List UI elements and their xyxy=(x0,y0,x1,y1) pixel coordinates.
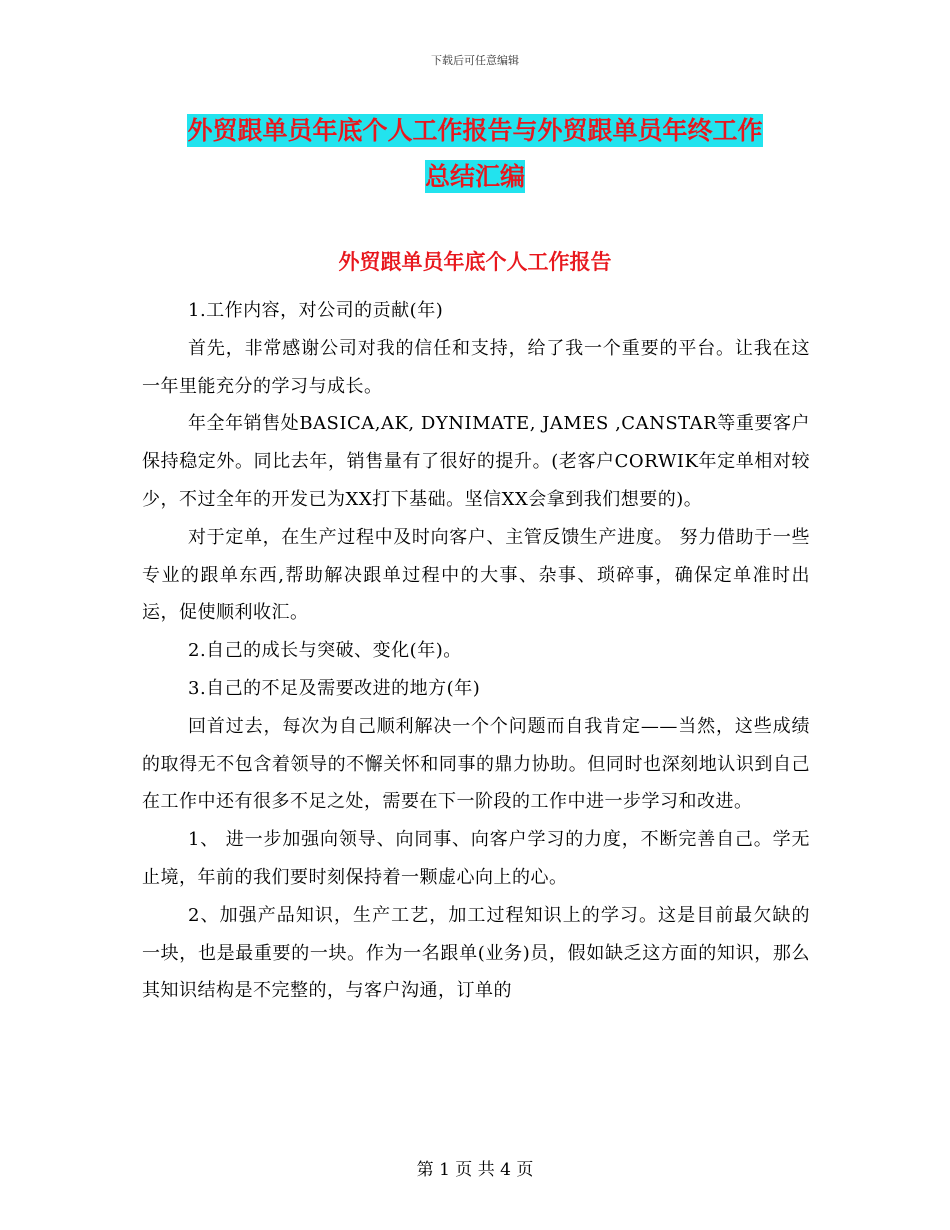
paragraph: 回首过去，每次为自己顺利解决一个个问题而自我肯定——当然，这些成绩的取得无不包含着领导的不懈关怀和同事的鼎力协助。但同时也深刻地认识到自己在工作中还有很多不足之处，需要在下一阶段的工作中进一步学习和改进。 xyxy=(142,715,810,813)
document-title-line-1: 外贸跟单员年底个人工作报告与外贸跟单员年终工作 xyxy=(187,116,763,145)
section-title: 外贸跟单员年底个人工作报告 xyxy=(338,250,612,274)
paragraph: 1、 进一步加强向领导、向同事、向客户学习的力度，不断完善自己。学无止境，年前的我们要时刻保持着一颗虚心向上的心。 xyxy=(142,829,810,888)
page-header-note: 下载后可任意编辑 xyxy=(431,54,519,67)
paragraph: 2.自己的成长与突破、变化(年)。 xyxy=(188,640,462,662)
document-body xyxy=(142,292,810,1010)
paragraph: 2、加强产品知识，生产工艺，加工过程知识上的学习。这是目前最欠缺的一块，也是最重要的一块。作为一名跟单(业务)员，假如缺乏这方面的知识，那么其知识结构是不完整的，与客户沟通，订单的 xyxy=(142,904,810,1002)
paragraph: 对于定单，在生产过程中及时向客户、主管反馈生产进度。 努力借助于一些专业的跟单东西,帮助解决跟单过程中的大事、杂事、琐碎事，确保定单准时出运，促使顺利收汇。 xyxy=(142,526,810,624)
paragraph: 1.工作内容，对公司的贡献(年) xyxy=(188,300,444,321)
document-title-line-2: 总结汇编 xyxy=(424,162,525,191)
document-title xyxy=(140,108,810,200)
paragraph: 年全年销售处BASICA,AK, DYNIMATE, JAMES ,CANSTAR等重要客户保持稳定外。同比去年，销售量有了很好的提升。(老客户CORWIK年定单相对较少，不过全年的开发已为XX打下基础。坚信XX会拿到我们想要的)。 xyxy=(142,413,810,510)
page-number-footer: 第 1 页 共 4 页 xyxy=(416,1160,534,1180)
paragraph: 首先，非常感谢公司对我的信任和支持，给了我一个重要的平台。让我在这一年里能充分的学习与成长。 xyxy=(142,337,810,397)
paragraph: 3.自己的不足及需要改进的地方(年) xyxy=(188,677,481,699)
